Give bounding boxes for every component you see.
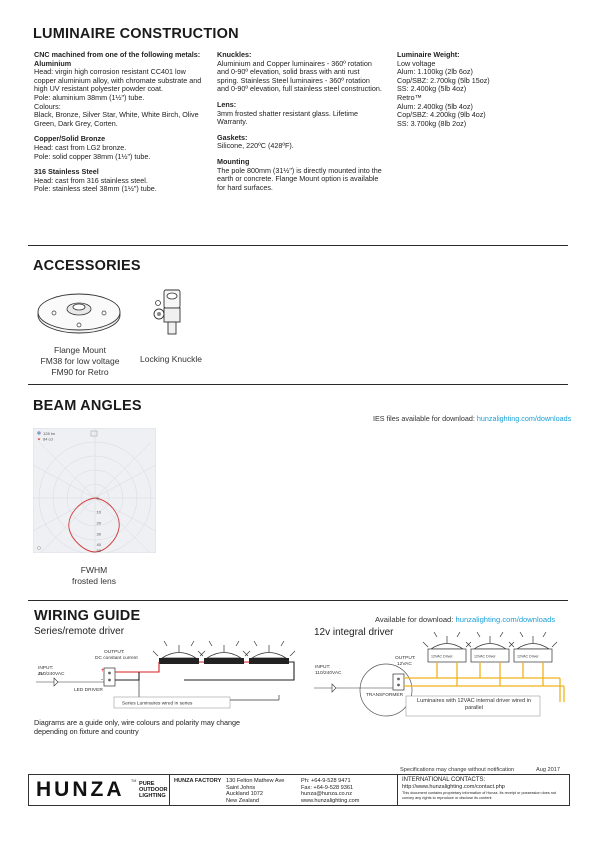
construction-col-3	[397, 51, 557, 128]
factory-contact	[301, 778, 359, 805]
address-line: 130 Felton Mathew Ave	[226, 778, 285, 784]
colours-label: Colours:	[34, 101, 61, 111]
parallel-input-label: INPUT:	[315, 665, 331, 670]
copper-heading: Copper/Solid Bronze	[34, 134, 106, 144]
construction-col-2	[217, 51, 382, 192]
polar-beam-diagram	[33, 428, 156, 553]
address-line: Auckland 1072	[226, 791, 264, 798]
led-driver-label: LED DRIVER	[74, 688, 103, 693]
intl-title: INTERNATIONAL CONTACTS:	[402, 777, 486, 783]
section-divider	[28, 600, 568, 601]
copper-pole-text: Pole: solid copper 38mm (1½") tube.	[34, 151, 151, 161]
flange-mount-image	[34, 287, 124, 337]
locking-knuckle-image	[150, 288, 190, 338]
polar-tick: 50	[96, 548, 101, 553]
polar-tick: 30	[96, 531, 101, 537]
polar-tick: 20	[96, 520, 101, 526]
lens-text: 3mm frosted shatter resistant glass. Lifetime Warranty.	[217, 108, 359, 127]
weight-line: SS: 3.700kg (8lb 2oz)	[397, 118, 467, 128]
weight-line: Low voltage	[397, 58, 436, 68]
weight-line: Alum: 2.400kg (5lb 4oz)	[397, 101, 473, 111]
flange-caption-line: FM90 for Retro	[51, 367, 109, 377]
address-line: Saint Johns	[226, 784, 256, 791]
accessories-title: ACCESSORIES	[33, 258, 141, 274]
factory-address	[226, 778, 284, 805]
phone: Ph: +64-9-528 9471	[301, 778, 351, 784]
ies-download-line	[373, 414, 571, 423]
copper-head-text: Head: cast from LG2 bronze.	[34, 142, 127, 152]
wiring-download-text: Available for download:	[375, 615, 456, 624]
knuckle-caption: Locking Knuckle	[140, 354, 202, 364]
driver-tag: 12VAC Driver	[431, 654, 453, 659]
legal-text: This document contains proprietary information of Hunza. Its receipt or possession does not convey any rights to reproduce or disclose its content.	[402, 791, 557, 800]
polar-tick: 10	[96, 509, 101, 515]
weight-line: Cop/SBZ: 2.700kg (5lb 15oz)	[397, 75, 490, 85]
polar-tick: 40	[96, 542, 101, 547]
wiring-note: Diagrams are a guide only, wire colours and polarity may change depending on fixture and country	[34, 718, 241, 736]
website-link[interactable]: www.hunzalighting.com	[301, 798, 360, 805]
parallel-output-label: OUTPUT:	[395, 656, 416, 661]
logo-trademark: TM	[131, 779, 137, 783]
stainless-heading: 316 Stainless Steel	[34, 167, 99, 177]
beam-legend-candela: 84 cd	[43, 436, 53, 442]
gaskets-heading: Gaskets:	[217, 132, 248, 142]
wiring-title: WIRING GUIDE	[34, 608, 141, 624]
weight-line: Alum: 1.100kg (2lb 6oz)	[397, 67, 473, 77]
address-line: New Zealand	[226, 798, 259, 805]
aluminium-heading: Aluminium	[34, 58, 72, 68]
factory-label: HUNZA FACTORY	[174, 778, 222, 784]
series-wiring-diagram	[34, 640, 296, 712]
stainless-head-text: Head: cast from 316 stainless steel.	[34, 175, 148, 185]
mounting-text: The pole 800mm (31½") is directly mounted into the earth or concrete. Flange Mount option is available for hard surfaces.	[217, 165, 382, 192]
beam-title: BEAM ANGLES	[33, 398, 142, 414]
ies-download-link[interactable]: hunzalighting.com/downloads	[476, 414, 572, 423]
construction-intro: CNC machined from one of the following metals:	[34, 50, 201, 59]
gaskets-text: Silicone, 220ºC (428ºF).	[217, 141, 294, 151]
knuckles-heading: Knuckles:	[217, 50, 252, 59]
beam-caption-line: FWHM	[80, 565, 108, 575]
tagline-line: OUTDOOR	[139, 787, 168, 794]
driver-tag: 12VAC Driver	[474, 654, 496, 659]
series-subtitle: Series/remote driver	[34, 626, 125, 637]
parallel-label: Luminaires with 12VAC internal driver wired in parallel	[417, 698, 531, 711]
spec-note: Specifications may change without notification	[400, 767, 515, 773]
svg-text:-: -	[101, 677, 103, 683]
intl-url-link[interactable]: http://www.hunzalighting.com/contact.php	[402, 783, 505, 790]
fax: Fax: +64-9-528 9361	[301, 784, 354, 791]
tagline-line: LIGHTING	[139, 793, 166, 800]
footer	[28, 774, 570, 806]
flange-caption-line: Flange Mount	[54, 345, 106, 355]
hunza-logo: HUNZA	[36, 778, 125, 801]
logo-tagline	[139, 781, 168, 800]
flange-caption-line: FM38 for low voltage	[40, 356, 120, 366]
mounting-heading: Mounting	[217, 156, 250, 166]
integral-subtitle: 12v integral driver	[314, 627, 394, 638]
series-output-label: OUTPUT:	[104, 650, 125, 655]
beam-legend-lumens: 128 lm	[43, 431, 56, 436]
series-input-voltage: 110/240VAC	[38, 672, 65, 677]
colours-list: Black, Bronze, Silver Star, White, White Birch, Olive Green, Dark Grey, Corten.	[34, 110, 199, 128]
tagline-line: PURE	[139, 781, 155, 787]
weight-heading: Luminaire Weight:	[397, 50, 460, 59]
construction-col-1	[34, 51, 204, 194]
parallel-output-voltage: 12VAC	[397, 662, 412, 667]
beam-caption-line: frosted lens	[72, 576, 116, 586]
weight-line: SS: 2.400kg (5lb 4oz)	[397, 84, 467, 94]
transformer-label: TRANSFORMER	[366, 693, 404, 698]
lens-heading: Lens:	[217, 99, 237, 109]
email-link[interactable]: hunza@hunza.co.nz	[301, 791, 353, 798]
stainless-pole-text: Pole: stainless steel 38mm (1½") tube.	[34, 184, 157, 194]
wiring-download-line	[375, 615, 555, 624]
svg-text:+: +	[101, 668, 105, 674]
beam-caption	[44, 565, 144, 587]
parallel-input-voltage: 110/240VAC	[315, 671, 342, 676]
series-label: Series Luminaires wired in series	[122, 701, 193, 707]
series-input-label: INPUT:	[38, 666, 54, 671]
aluminium-pole-text: Pole: aluminium 38mm (1½") tube.	[34, 92, 145, 102]
wiring-download-link[interactable]: hunzalighting.com/downloads	[455, 615, 556, 624]
polar-tick: 0	[96, 495, 99, 501]
flange-caption	[30, 345, 130, 378]
series-output-type: DC constant current	[95, 656, 138, 661]
section-divider	[28, 245, 568, 246]
knuckles-text: Aluminium and Copper luminaires - 360º rotation and 0-90º elevation, solid brass with anti rust spring. Stainless Steel luminaires - 360º rotation and 0-90º elevation, full stainless steel construction.	[217, 58, 382, 94]
aluminium-head-text: Head: virgin high corrosion resistant CC401 low copper aluminium alloy, with chromate substrate and high UV resistant polyester powder coat.	[34, 67, 202, 94]
driver-tag: 12VAC Driver	[517, 654, 539, 659]
construction-title: LUMINAIRE CONSTRUCTION	[33, 26, 239, 42]
weight-line: Retro™	[397, 92, 422, 102]
section-divider	[28, 384, 568, 385]
international-contacts	[402, 777, 565, 801]
ies-text: IES files available for download:	[373, 414, 477, 423]
spec-date: Aug 2017	[536, 767, 560, 773]
weight-line: Cop/SBZ: 4.200kg (9lb 4oz)	[397, 110, 486, 120]
